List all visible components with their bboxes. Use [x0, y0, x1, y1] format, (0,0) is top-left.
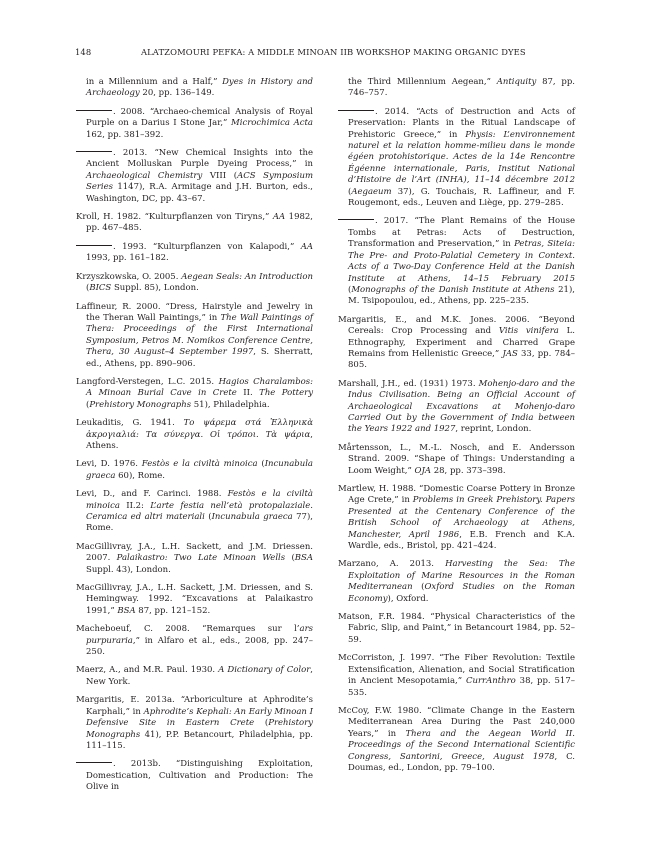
bibliography-entry: Leukaditis, G. 1941. Το ψάρεμα στά Ἐλληνικὰ ἀκρογιαλιά: Τα σύνεργα. Οἱ τρόποι. Τὰ ψάρια, Athens. — [76, 418, 314, 451]
bibliography-entry: Marshall, J.H., ed. (1931) 1973. Mohenjo-daro and the Indus Civilisation. Being an Official Account of Archaeological Excavations at Mohenjo-daro Carried Out by the Government of India between the Years 1922 and 1927, reprint, London. — [338, 378, 575, 435]
running-head — [75, 47, 575, 61]
bibliography-entry: . 2013. “New Chemical Insights into the Ancient Molluskan Purple Dyeing Process,” in Archaeological Chemistry VIII (ACS Symposium Series 1147), R.A. Armitage and J.H. Burton, eds., Washington, DC, pp. 43–67. — [76, 148, 313, 205]
bibliography-entry: . 2017. “The Plant Remains of the House Tombs at Petras: Acts of Destruction, Transformation and Preservation,” in Petras, Siteia: The Pre- and Proto-Palatial Cemetery in Context. Acts of a Two-Day Conference Held at the Danish Institute at Athens, 14–15 February 2015 (Monographs of the Danish Institute at Athens 21), M. Tsipopoulou, ed., Athens, pp. 225–235. — [338, 216, 575, 307]
bibliography-entry: McCorriston, J. 1997. “The Fiber Revolution: Textile Extensification, Alienation, and Social Stratification in Ancient Mesopotamia,” CurrAnthro 38, pp. 517–535. — [338, 653, 575, 698]
bibliography-entry: the Third Millennium Aegean,” Antiquity 87, pp. 746–757. — [348, 77, 575, 99]
bibliography-entry: Macheboeuf, C. 2008. “Remarques sur l’ars purpuraria,” in Alfaro et al., eds., 2008, pp. 247–250. — [76, 624, 313, 658]
bibliography-entry: in a Millennium and a Half,” Dyes in History and Archaeology 20, pp. 136–149. — [86, 77, 313, 99]
bibliography-entry: Laffineur, R. 2000. “Dress, Hairstyle and Jewelry in the Theran Wall Paintings,” in The Wall Paintings of Thera: Proceedings of the First International Symposium, Petros M. Nomikos Conference Centre, Thera, 30 August–4 September 1997, S. Sherratt, ed., Athens, pp. 890–906. — [76, 301, 313, 369]
bibliography-entry: . 2013b. “Distinguishing Exploitation, Domestication, Cultivation and Production: The Olive in — [76, 759, 313, 793]
bibliography-entry: Langford-Verstegen, L.C. 2015. Hagios Charalambos: A Minoan Burial Cave in Crete II. The Pottery (Prehistory Monographs 51), Philadelphia. — [76, 376, 313, 410]
bibliography-entry: . 2014. “Acts of Destruction and Acts of Preservation: Plants in the Ritual Landscape of Prehistoric Greece,” in Physis: L’environnement naturel et la relation homme-milieu dans le monde égéen protohistorique. Actes de la 14e Rencontre Égéenne internationale, Paris, Institut National d’Histoire de l’Art (INHA), 11–14 décembre 2012 (Aegaeum 37), G. Touchais, R. Laffineur, and F. Rougemont, eds., Leuven and Liège, pp. 279–285. — [338, 107, 575, 210]
bibliography-entry: . 2008. “Archaeo-chemical Analysis of Royal Purple on a Darius I Stone Jar,” Microchimica Acta 162, pp. 381–392. — [76, 107, 313, 141]
bibliography-entry: Marzano, A. 2013. Harvesting the Sea: The Exploitation of Marine Resources in the Roman Mediterranean (Oxford Studies on the Roman Economy), Oxford. — [338, 559, 575, 604]
bibliography-entry: McCoy, F.W. 1980. “Climate Change in the Eastern Mediterranean Area During the Past 240,000 Years,” in Thera and the Aegean World II. Proceedings of the Second International Scientific Congress, Santorini, Greece, August 1978, C. Doumas, ed., London, pp. 79–100. — [338, 705, 575, 773]
bibliography-entry: Martlew, H. 1988. “Domestic Coarse Pottery in Bronze Age Crete,” in Problems in Greek Prehistory. Papers Presented at the Centenary Conference of the British School of Archaeology at Athens, Manchester, April 1986, E.B. French and K.A. Wardle, eds., Bristol, pp. 421–424. — [338, 484, 576, 552]
bibliography-entry: Matson, F.R. 1984. “Physical Characteristics of the Fabric, Slip, and Paint,” in Betancourt 1984, pp. 52–59. — [338, 612, 575, 645]
page-number: 148 — [75, 47, 92, 57]
bibliography-entry: MacGillivray, J.A., L.H. Sackett, J.M. Driessen, and S. Hemingway. 1992. “Excavations at Palaikastro 1991,” BSA 87, pp. 121–152. — [76, 583, 313, 616]
bibliography-left-column — [76, 77, 313, 801]
bibliography-entry: . 1993. “Kulturpflanzen von Kalapodi,” AA 1993, pp. 161–182. — [76, 242, 313, 265]
running-title: ALATZOMOURI PEFKA: A MIDDLE MINOAN IIB WORKSHOP MAKING ORGANIC DYES — [141, 47, 526, 57]
bibliography-entry: Kroll, H. 1982. “Kulturpflanzen von Tiryns,” AA 1982, pp. 467–485. — [76, 212, 313, 234]
bibliography-entry: Margaritis, E. 2013a. “Arboriculture at Aphrodite’s Karphali,” in Aphrodite’s Kephali: An Early Minoan I Defensive Site in Eastern Crete (Prehistory Monographs 41), P.P. Betancourt, Philadelphia, pp. 111–115. — [76, 695, 313, 751]
bibliography-entry: Krzyszkowska, O. 2005. Aegean Seals: An Introduction (BICS Suppl. 85), London. — [76, 271, 313, 294]
bibliography-entry: MacGillivray, J.A., L.H. Sackett, and J.M. Driessen. 2007. Palaikastro: Two Late Minoan Wells (BSA Suppl. 43), London. — [76, 541, 313, 575]
bibliography-entry: Levi, D., and F. Carinci. 1988. Festòs e la civiltà minoica II.2: L’arte festia nell’età protopalaziale. Ceramica ed altri materiali (Incunabula graeca 77), Rome. — [76, 489, 313, 534]
bibliography-entry: Mårtensson, L., M.-L. Nosch, and E. Andersson Strand. 2009. “Shape of Things: Understanding a Loom Weight,” OJA 28, pp. 373–398. — [338, 442, 575, 476]
bibliography-entry: Maerz, A., and M.R. Paul. 1930. A Dictionary of Color, New York. — [76, 665, 313, 687]
bibliography-entry: Margaritis, E., and M.K. Jones. 2006. “Beyond Cereals: Crop Processing and Vitis vinifera L. Ethnography, Experiment and Charred Grape Remains from Hellenistic Greece,” JAS 33, pp. 784–805. — [338, 314, 576, 371]
bibliography-right-column — [338, 77, 575, 781]
bibliography-entry: Levi, D. 1976. Festòs e la civiltà minoica (Incunabula graeca 60), Rome. — [76, 459, 313, 481]
